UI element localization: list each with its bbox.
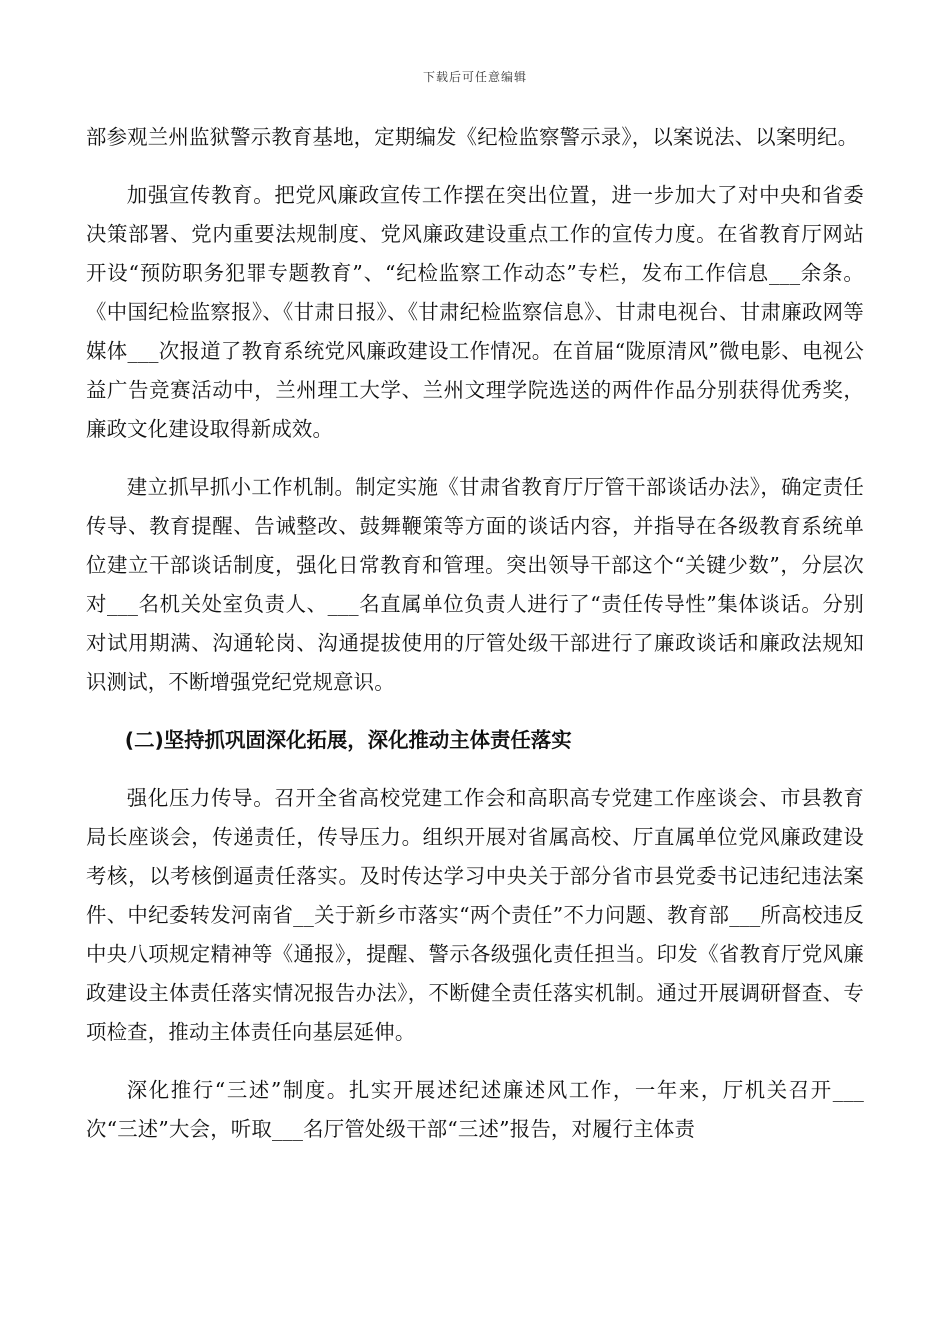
- paragraph-early-intervention-mechanism: 建立抓早抓小工作机制。制定实施《甘肃省教育厅厅管干部谈话办法》，确定责任传导、教育提醒、告诫整改、鼓舞鞭策等方面的谈话内容，并指导在各级教育系统单位建立干部谈话制度，强化日常教育和管理。突出领导干部这个“关键少数”，分层次对___名机关处室负责人、___名直属单位负责人进行了“责任传导性”集体谈话。分别对试用期满、沟通轮岗、沟通提拔使用的厅管处级干部进行了廉政谈话和廉政法规知识测试，不断增强党纪党规意识。: [86, 475, 864, 694]
- page-header-note: 下载后可任意编辑: [422, 70, 527, 84]
- document-body: [86, 118, 864, 1168]
- paragraph-warning-education-continued: 部参观兰州监狱警示教育基地，定期编发《纪检监察警示录》，以案说法、以案明纪。: [86, 125, 859, 149]
- paragraph-three-reports-system: 深化推行“三述”制度。扎实开展述纪述廉述风工作，一年来，厅机关召开___次“三述”大会，听取___名厅管处级干部“三述”报告，对履行主体责: [86, 1078, 864, 1141]
- paragraph-publicity-education: 加强宣传教育。把党风廉政宣传工作摆在突出位置，进一步加大了对中央和省委决策部署、党内重要法规制度、党风廉政建设重点工作的宣传力度。在省教育厅网站开设“预防职务犯罪专题教育”、“纪检监察工作动态”专栏，发布工作信息___余条。《中国纪检监察报》、《甘肃日报》、《甘肃纪检监察信息》、甘肃电视台、甘肃廉政网等媒体___次报道了教育系统党风廉政建设工作情况。在首届“陇原清风”微电影、电视公益广告竞赛活动中，兰州理工大学、兰州文理学院选送的两件作品分别获得优秀奖，廉政文化建设取得新成效。: [86, 183, 864, 441]
- paragraph-pressure-transmission: 强化压力传导。召开全省高校党建工作会和高职高专党建工作座谈会、市县教育局长座谈会，传递责任，传导压力。组织开展对省属高校、厅直属单位党风廉政建设考核，以考核倒逼责任落实。及时传达学习中央关于部分省市县党委书记违纪违法案件、中纪委转发河南省__关于新乡市落实“两个责任”不力问题、教育部___所高校违反中央八项规定精神等《通报》，提醒、警示各级强化责任担当。印发《省教育厅党风廉政建设主体责任落实情况报告办法》，不断健全责任落实机制。通过开展调研督查、专项检查，推动主体责任向基层延伸。: [86, 786, 864, 1044]
- section-heading-two: (二)坚持抓巩固深化拓展，深化推动主体责任落实: [124, 728, 572, 752]
